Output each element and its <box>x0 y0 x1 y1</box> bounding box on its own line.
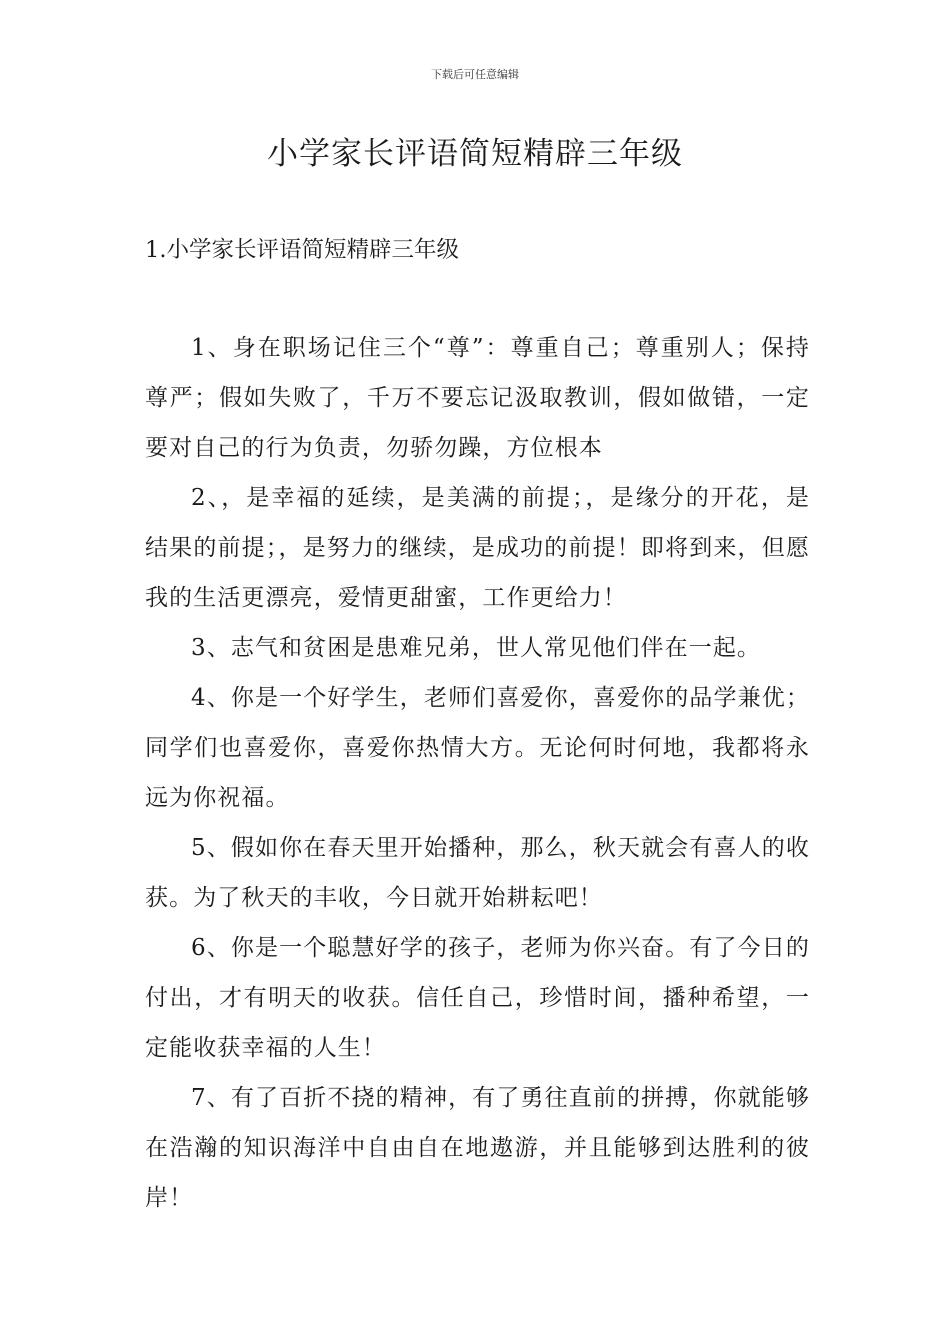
document-body <box>145 323 810 1223</box>
section-heading: 1.小学家长评语简短精辟三年级 <box>145 237 459 263</box>
paragraph-2: 2、，是幸福的延续，是美满的前提；，是缘分的开花，是结果的前提；，是努力的继续，是成功的前提！即将到来，但愿我的生活更漂亮，爱情更甜蜜，工作更给力！ <box>145 485 810 611</box>
paragraph-3: 3、志气和贫困是患难兄弟，世人常见他们伴在一起。 <box>191 635 762 661</box>
paragraph-7: 7、有了百折不挠的精神，有了勇往直前的拼搏，你就能够在浩瀚的知识海洋中自由自在地遨游，并且能够到达胜利的彼岸！ <box>145 1085 810 1211</box>
header-note: 下载后可任意编辑 <box>431 68 519 81</box>
paragraph-5: 5、假如你在春天里开始播种，那么，秋天就会有喜人的收获。为了秋天的丰收，今日就开始耕耘吧！ <box>145 835 810 911</box>
document-title: 小学家长评语简短精辟三年级 <box>267 136 683 172</box>
paragraph-6: 6、你是一个聪慧好学的孩子，老师为你兴奋。有了今日的付出，才有明天的收获。信任自己，珍惜时间，播种希望，一定能收获幸福的人生！ <box>145 935 810 1061</box>
paragraph-1: 1、身在职场记住三个“尊”：尊重自己；尊重别人；保持尊严；假如失败了，千万不要忘记汲取教训，假如做错，一定要对自己的行为负责，勿骄勿躁，方位根本 <box>145 335 810 461</box>
paragraph-4: 4、你是一个好学生，老师们喜爱你，喜爱你的品学兼优；同学们也喜爱你，喜爱你热情大方。无论何时何地，我都将永远为你祝福。 <box>145 685 810 811</box>
